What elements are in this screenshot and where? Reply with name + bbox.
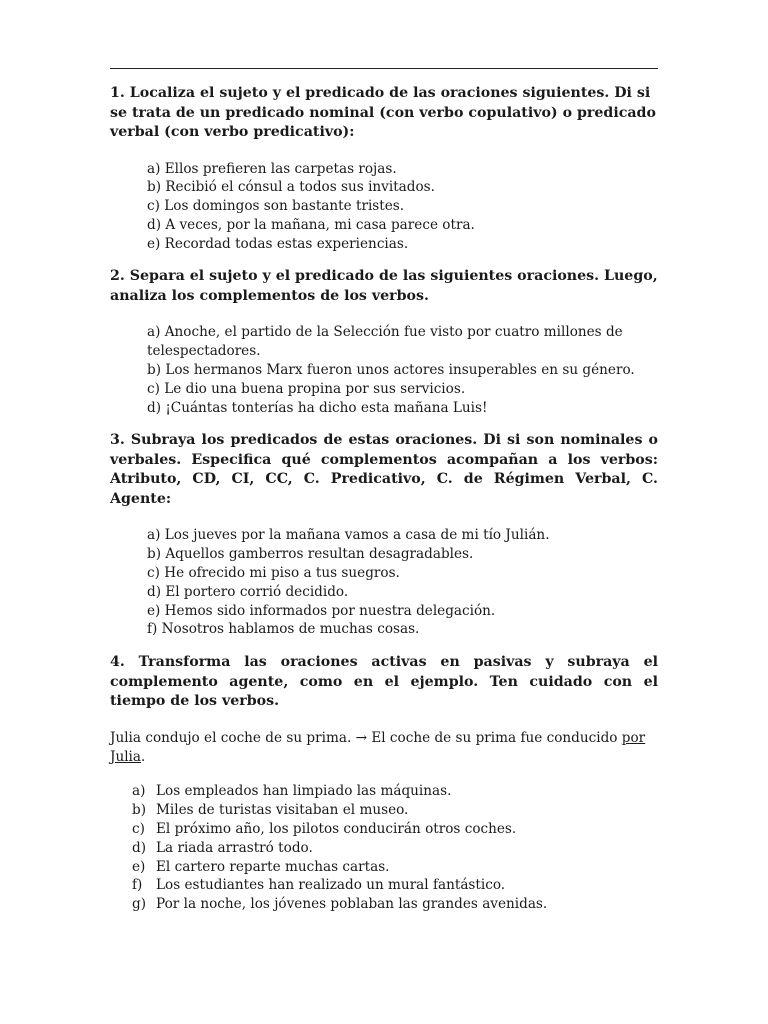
exercise-4-item	[110, 801, 658, 820]
exercise-4-item	[110, 858, 658, 877]
exercise-2-heading: 2. Separa el sujeto y el predicado de las siguientes oraciones. Luego, analiza los complementos de los verbos.	[110, 268, 658, 304]
exercise-3-item-b: b) Aquellos gamberros resultan desagradables.	[147, 546, 474, 563]
exercise-1-item-b: b) Recibió el cónsul a todos sus invitados.	[147, 179, 435, 196]
item-label: f)	[132, 877, 143, 894]
exercise-2-item-c: c) Le dio una buena propina por sus servicios.	[147, 380, 466, 397]
item-label: c)	[132, 820, 145, 837]
exercise-3-item-d: d) El portero corrió decidido.	[147, 583, 349, 600]
exercise-1-list	[147, 160, 658, 254]
exercise-2-item-d: d) ¡Cuántas tonterías ha dicho esta mañana Luis!	[147, 399, 488, 416]
top-rule	[110, 68, 658, 69]
example-period: .	[141, 748, 146, 765]
exercise-1-heading: 1. Localiza el sujeto y el predicado de las oraciones siguientes. Di si se trata de un predicado nominal (con verbo copulativo) o predicado verbal (con verbo predicativo):	[110, 85, 656, 140]
exercise-1-item-a: a) Ellos prefieren las carpetas rojas.	[147, 160, 397, 177]
item-label: b)	[132, 802, 147, 819]
exercise-3-item-a: a) Los jueves por la mañana vamos a casa de mi tío Julián.	[147, 527, 550, 544]
exercise-4-item	[110, 820, 658, 839]
exercise-4-list	[110, 782, 658, 914]
exercise-4-example	[110, 729, 658, 767]
arrow-icon: →	[355, 729, 368, 746]
item-label: d)	[132, 839, 147, 856]
item-text: La riada arrastró todo.	[156, 839, 313, 856]
item-text: El próximo año, los pilotos conducirán otros coches.	[156, 820, 517, 837]
exercise-1-item-c: c) Los domingos son bastante tristes.	[147, 198, 405, 215]
exercise-3-heading: 3. Subraya los predicados de estas oraciones. Di si son nominales o verbales. Especifica qué complementos acompañan a los verbos: Atributo, CD, CI, CC, C. Predicativo, C. de Régimen Verbal, C. Agente:	[110, 432, 658, 507]
exercise-4-item	[110, 839, 658, 858]
exercise-3-item-c: c) He ofrecido mi piso a tus suegros.	[147, 565, 400, 582]
exercise-1-item-d: d) A veces, por la mañana, mi casa parece otra.	[147, 216, 475, 233]
worksheet-page	[110, 68, 658, 914]
exercise-2-list	[147, 323, 658, 417]
item-text: El cartero reparte muchas cartas.	[156, 858, 390, 875]
item-text: Los empleados han limpiado las máquinas.	[156, 783, 452, 800]
exercise-4-heading: 4. Transforma las oraciones activas en pasivas y subraya el complemento agente, como en el ejemplo. Ten cuidado con el tiempo de los verbos.	[110, 654, 658, 710]
exercise-2-item-b: b) Los hermanos Marx fueron unos actores insuperables en su género.	[147, 362, 635, 379]
exercise-3-list	[147, 526, 658, 639]
exercise-2-item-a: a) Anoche, el partido de la Selección fue visto por cuatro millones de telespectadores.	[147, 324, 623, 360]
example-active-sentence: Julia condujo el coche de su prima.	[110, 729, 352, 746]
item-text: Por la noche, los jóvenes poblaban las grandes avenidas.	[156, 896, 548, 913]
item-text: Miles de turistas visitaban el museo.	[156, 802, 409, 819]
example-passive-sentence: El coche de su prima fue conducido	[371, 729, 618, 746]
exercise-4-item	[110, 876, 658, 895]
item-label: a)	[132, 783, 146, 800]
exercise-4-item	[110, 782, 658, 801]
exercise-3-item-e: e) Hemos sido informados por nuestra delegación.	[147, 602, 496, 619]
exercise-1-item-e: e) Recordad todas estas experiencias.	[147, 235, 409, 252]
item-label: e)	[132, 858, 146, 875]
exercise-3-item-f: f) Nosotros hablamos de muchas cosas.	[147, 621, 420, 638]
item-label: g)	[132, 896, 147, 913]
exercise-4-item	[110, 895, 658, 914]
example-agent-complement: por Julia	[110, 729, 646, 765]
item-text: Los estudiantes han realizado un mural fantástico.	[156, 877, 506, 894]
